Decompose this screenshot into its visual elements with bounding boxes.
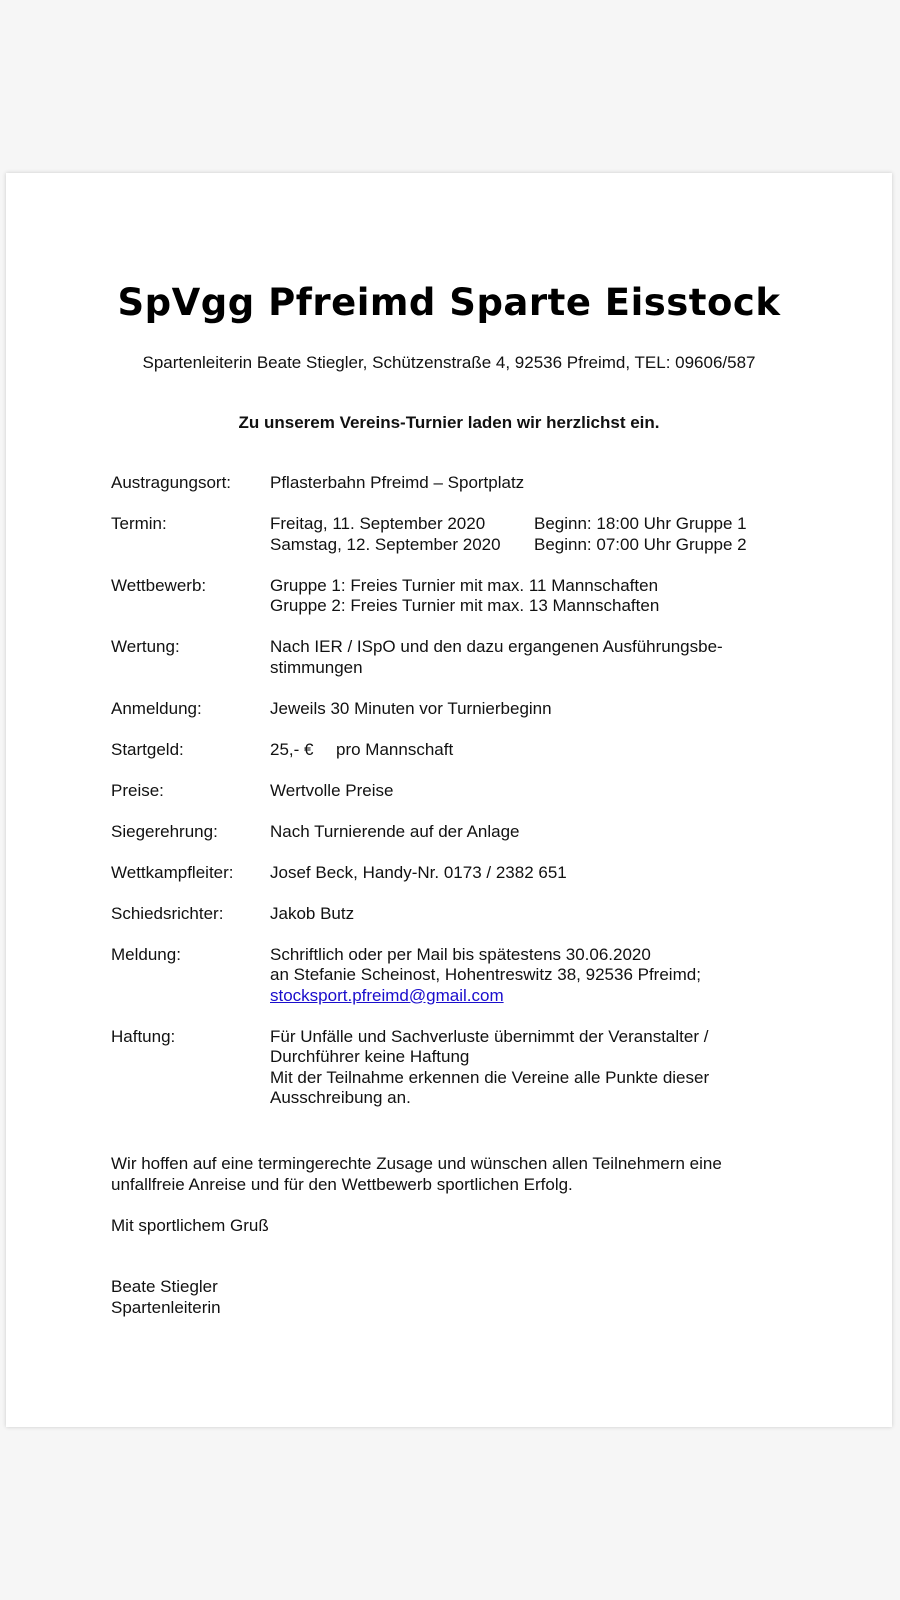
competition-line: Gruppe 2: Freies Turnier mit max. 13 Mannschaften: [270, 596, 660, 615]
entry-line: Schriftlich oder per Mail bis spätestens 30.06.2020: [270, 944, 651, 964]
start-time-text: Beginn: 07:00 Uhr Gruppe 2: [534, 534, 747, 554]
detail-value: Pflasterbahn Pfreimd – Sportplatz: [270, 473, 525, 492]
date-text: Freitag, 11. September 2020: [270, 514, 486, 533]
email-link[interactable]: stocksport.pfreimd@gmail.com: [270, 985, 504, 1005]
detail-row-fee: [111, 740, 811, 761]
closing-paragraph: [111, 1154, 791, 1195]
detail-value: Josef Beck, Handy-Nr. 0173 / 2382 651: [270, 862, 567, 882]
detail-row-date: [111, 514, 811, 555]
fee-unit: pro Mannschaft: [336, 739, 454, 759]
detail-value: [270, 1027, 811, 1109]
detail-label: Startgeld:: [111, 739, 184, 759]
invitation-text: Zu unserem Vereins-Turnier laden wir herzlichst ein.: [238, 413, 660, 432]
entry-line: an Stefanie Scheinost, Hohentreswitz 38, 92536 Pfreimd;: [270, 965, 701, 984]
date-line: [270, 514, 811, 535]
detail-label: Wettbewerb:: [111, 575, 207, 595]
date-text: Samstag, 12. September 2020: [270, 534, 501, 554]
detail-label: Schiedsrichter:: [111, 903, 224, 923]
detail-value: [270, 576, 811, 617]
detail-value: [270, 945, 811, 1007]
liability-line: Für Unfälle und Sachverluste übernimmt der Veranstalter /: [270, 1026, 709, 1046]
liability-line: Durchführer keine Haftung: [270, 1047, 470, 1066]
detail-label: Austragungsort:: [111, 473, 232, 492]
detail-label: Wettkampfleiter:: [111, 862, 234, 882]
closing-line: Wir hoffen auf eine termingerechte Zusage und wünschen allen Teilnehmern eine: [111, 1154, 722, 1173]
competition-line: Gruppe 1: Freies Turnier mit max. 11 Mannschaften: [270, 575, 659, 595]
start-time-text: Beginn: 18:00 Uhr Gruppe 1: [534, 514, 747, 533]
detail-label: Meldung:: [111, 944, 181, 964]
detail-row-director: [111, 863, 811, 884]
greeting-text: Mit sportlichem Gruß: [111, 1216, 269, 1235]
document-page: [6, 173, 892, 1427]
detail-value: [270, 637, 811, 678]
detail-value: [270, 514, 811, 555]
liability-line: Ausschreibung an.: [270, 1088, 411, 1107]
date-line: [270, 535, 811, 556]
scoring-line: Nach IER / ISpO und den dazu ergangenen Ausführungsbe-: [270, 637, 723, 656]
detail-value: Jeweils 30 Minuten vor Turnierbeginn: [270, 698, 552, 718]
detail-value: [270, 740, 811, 761]
detail-row-liability: [111, 1027, 811, 1109]
signature-name: Beate Stiegler: [111, 1277, 218, 1296]
detail-label: Wertung:: [111, 637, 180, 656]
closing-line: unfallfreie Anreise und für den Wettbewerb sportlichen Erfolg.: [111, 1174, 573, 1194]
detail-row-entry: [111, 945, 811, 1007]
signature-role: Spartenleiterin: [111, 1297, 221, 1317]
contact-line: Spartenleiterin Beate Stiegler, Schützenstraße 4, 92536 Pfreimd, TEL: 09606/587: [142, 353, 756, 372]
detail-value: Wertvolle Preise: [270, 780, 394, 800]
detail-row-registration: [111, 699, 811, 720]
signature-block: [111, 1277, 221, 1318]
detail-row-scoring: [111, 637, 811, 678]
detail-label: Haftung:: [111, 1026, 176, 1046]
detail-label: Termin:: [111, 514, 167, 533]
liability-line: Mit der Teilnahme erkennen die Vereine alle Punkte dieser: [270, 1067, 710, 1087]
fee-amount: 25,- €: [270, 739, 314, 759]
detail-value: Jakob Butz: [270, 903, 355, 923]
detail-row-competition: [111, 576, 811, 617]
document-title: SpVgg Pfreimd Sparte Eisstock: [117, 281, 781, 324]
detail-row-award-ceremony: [111, 822, 811, 843]
detail-row-referee: [111, 904, 811, 925]
detail-value: Nach Turnierende auf der Anlage: [270, 821, 520, 841]
detail-label: Preise:: [111, 780, 164, 800]
details-list: [111, 473, 811, 1129]
detail-label: Anmeldung:: [111, 698, 202, 718]
scoring-line: stimmungen: [270, 657, 363, 677]
detail-row-prizes: [111, 781, 811, 802]
detail-label: Siegerehrung:: [111, 821, 218, 841]
detail-row-venue: [111, 473, 811, 494]
